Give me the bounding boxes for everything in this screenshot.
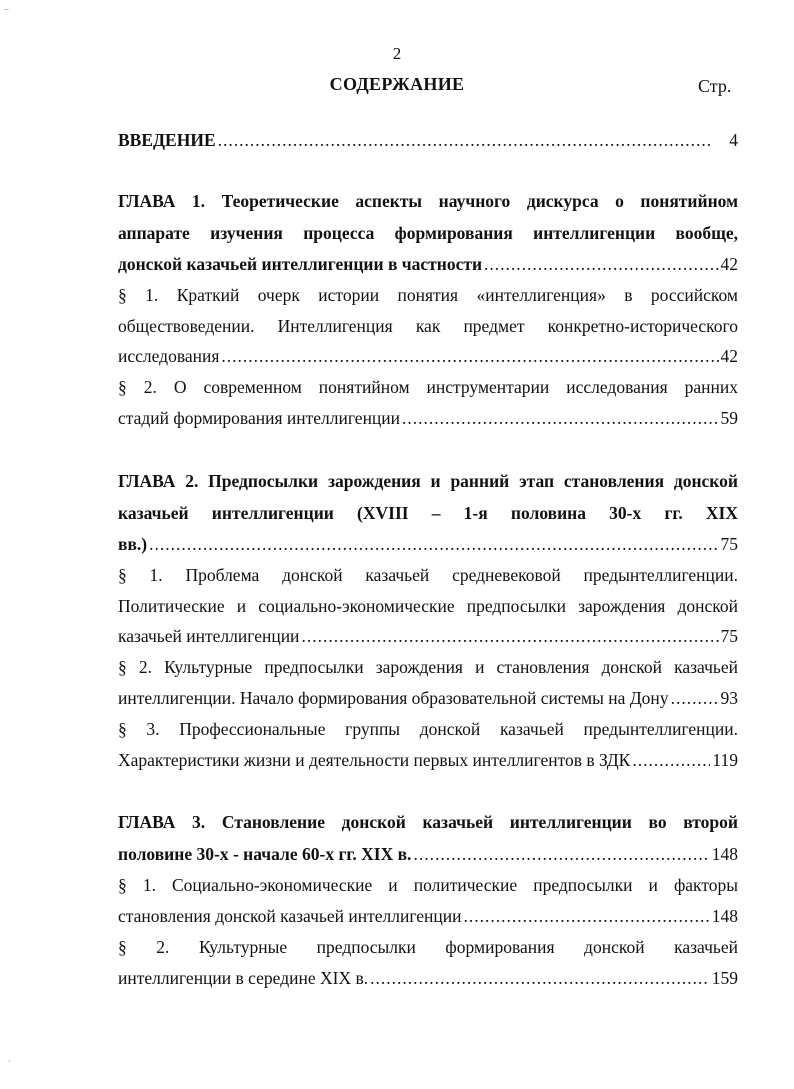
dot-leader [370,968,710,988]
chapter1-title-line: ГЛАВА 1. Теоретические аспекты научного дискурса о понятийном [118,191,738,211]
dot-leader [221,346,718,366]
toc-entry-page: 159 [711,968,738,988]
toc-entry-page: 119 [712,750,738,770]
dot-leader [671,688,719,708]
chapter1-section2-line: § 2. О современном понятийном инструментарии исследования ранних [118,377,738,397]
dot-leader [464,906,710,926]
toc-entry-label: Характеристики жизни и деятельности первых интеллигентов в ЗДК [118,750,631,770]
chapter3-section1-end [118,906,738,926]
chapter2-section1-line: § 1. Проблема донской казачьей средневековой предынтеллигенции. [118,565,738,585]
toc-entry-page: 75 [720,626,738,646]
chapter3-section1-line: § 1. Социально-экономические и политические предпосылки и факторы [118,875,738,895]
pages-column-label: Стр. [698,76,732,96]
toc-entry-page: 59 [720,408,738,428]
chapter2-section3-line: § 3. Профессиональные группы донской казачьей предынтеллигенции. [118,719,738,739]
chapter2-title-end [118,534,738,554]
chapter1-section1-line: обществоведении. Интеллигенция как предмет конкретно-исторического [118,316,738,336]
chapter2-section1-line: Политические и социально-экономические предпосылки зарождения донской [118,596,738,616]
chapter2-section3-end [118,750,738,770]
chapter3-title-end [118,844,738,864]
toc-heading: СОДЕРЖАНИЕ [329,74,465,94]
dot-leader [484,254,718,274]
toc-entry-label: интеллигенции в середине XIX в. [118,968,369,988]
chapter1-section2-end [118,408,738,428]
toc-entry-label: интеллигенции. Начало формирования образовательной системы на Дону [118,688,669,708]
dot-leader [632,750,710,770]
chapter3-section2-line: § 2. Культурные предпосылки формирования донской казачьей [118,937,738,957]
toc-entry-label: вв.) [118,534,148,554]
toc-entry-page: 4 [729,130,738,150]
toc-entry-label: половине 30-х - начале 60-х гг. XIX в. [118,844,412,864]
chapter2-section2-end [118,688,738,708]
dot-leader [218,130,714,150]
chapter1-section1-end [118,346,738,366]
scan-mark-top: – [4,4,9,14]
toc-entry-page: 148 [711,906,738,926]
page-number: 2 [392,44,402,63]
dot-leader [149,534,718,554]
toc-entry-page: 93 [720,688,738,708]
toc-entry-label: становления донской казачьей интеллигенции [118,906,462,926]
chapter2-section1-end [118,626,738,646]
chapter1-section1-line: § 1. Краткий очерк истории понятия «интеллигенция» в российском [118,285,738,305]
scan-mark-bottom: ˎ [8,1052,11,1062]
toc-entry-label: исследования [118,346,220,366]
toc-entry-page: 75 [720,534,738,554]
dot-leader [301,626,718,646]
toc-entry-label: казачьей интеллигенции [118,626,300,646]
dot-leader [413,844,709,864]
chapter2-title-line: ГЛАВА 2. Предпосылки зарождения и ранний этап становления донской [118,471,738,491]
chapter1-title-end [118,254,738,274]
toc-entry-page: 42 [720,346,738,366]
chapter2-section2-line: § 2. Культурные предпосылки зарождения и становления донской казачьей [118,657,738,677]
chapter3-section2-end [118,968,738,988]
toc-entry-label: ВВЕДЕНИЕ [118,130,216,150]
chapter2-title-line: казачьей интеллигенции (XVIII – 1-я половина 30-х гг. XIX [118,503,738,523]
toc-entry-intro [118,130,738,150]
chapter1-title-line: аппарате изучения процесса формирования интеллигенции вообще, [118,223,738,243]
dot-leader [402,408,718,428]
toc-entry-label: стадий формирования интеллигенции [118,408,401,428]
toc-entry-page: 42 [720,254,738,274]
toc-entry-page: 148 [711,844,738,864]
chapter3-title-line: ГЛАВА 3. Становление донской казачьей интеллигенции во второй [118,812,738,832]
toc-entry-label: донской казачьей интеллигенции в частности [118,254,483,274]
